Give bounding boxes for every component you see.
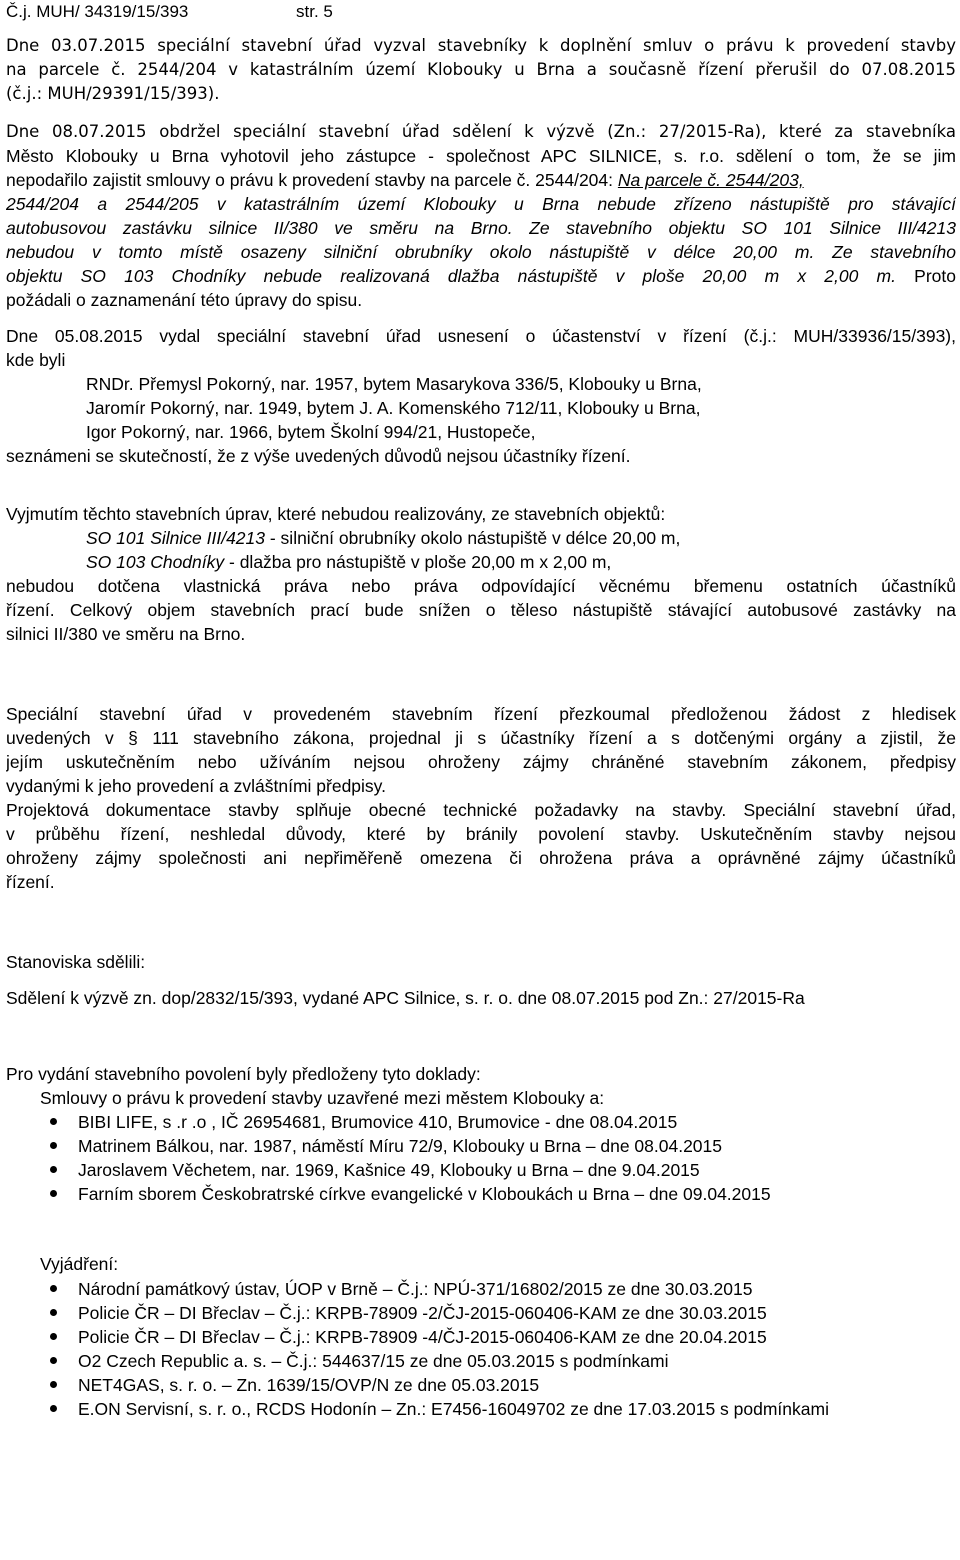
p3-line-2: kde byli — [6, 350, 66, 370]
page-number: str. 5 — [296, 2, 333, 21]
vyjadreni-item: Policie ČR – DI Břeclav – Č.j.: KRPB-78909 -4/ČJ-2015-060406-KAM ze dne 20.04.2015 — [78, 1327, 767, 1347]
stanoviska-line: Sdělení k výzvě zn. dop/2832/15/393, vydané APC Silnice, s. r. o. dne 08.07.2015 pod Zn.: 27/2015-Ra — [6, 988, 805, 1008]
parcel-note: Na parcele č. 2544/203, — [617, 170, 804, 190]
p4-line-4: silnici II/380 ve směru na Brno. — [6, 624, 246, 644]
p2-line-6: nebudou v tomto místě osazeny silniční obrubníky okolo nástupiště v délce 20,00 m. Ze stavebního — [6, 242, 956, 262]
person-2: Jaromír Pokorný, nar. 1949, bytem J. A. Komenského 712/11, Klobouky u Brna, — [86, 398, 701, 418]
bullet-icon — [50, 1190, 57, 1197]
vyjadreni-item: NET4GAS, s. r. o. – Zn. 1639/15/OVP/N ze dne 05.03.2015 — [78, 1375, 540, 1395]
p6-line-2: v průběhu řízení, neshledal důvody, které by bránily povolení stavby. Uskutečněním stavby nejsou — [6, 824, 956, 844]
doklad-item: BIBI LIFE, s .r .o , IČ 26954681, Brumovice 410, Brumovice - dne 08.04.2015 — [78, 1112, 678, 1132]
vyjadreni-title: Vyjádření: — [40, 1254, 119, 1274]
vyjadreni-item: E.ON Servisní, s. r. o., RCDS Hodonín – Zn.: E7456-16049702 ze dne 17.03.2015 s podmínkami — [78, 1399, 829, 1419]
p2-line-4: 2544/204 a 2544/205 v katastrálním území Klobouky u Brna nebude zřízeno nástupiště pro stávající — [6, 194, 956, 214]
person-3: Igor Pokorný, nar. 1966, bytem Školní 994/21, Hustopeče, — [86, 422, 536, 442]
p5-line-4: vydanými k jeho provedení a zvláštními předpisy. — [6, 776, 386, 796]
vyjadreni-item: O2 Czech Republic a. s. – Č.j.: 544637/15 ze dne 05.03.2015 s podmínkami — [78, 1351, 669, 1371]
bullet-icon — [50, 1309, 57, 1316]
bullet-icon — [50, 1333, 57, 1340]
vyjadreni-item: Národní památkový ústav, ÚOP v Brně – Č.j.: NPÚ-371/16802/2015 ze dne 30.03.2015 — [78, 1279, 753, 1299]
p4-line-2: nebudou dotčena vlastnická práva nebo práva odpovídající věcnému břemenu ostatních účastníků — [6, 576, 956, 596]
bullet-icon — [50, 1166, 57, 1173]
p2-line-1: Dne 08.07.2015 obdržel speciální stavební úřad sdělení k výzvě (Zn.: 27/2015-Ra), které za stavebníka — [6, 122, 956, 141]
p2-line-5: autobusovou zastávku silnice II/380 ve směru na Brno. Ze stavebního objektu SO 101 Silnice III/4213 — [6, 218, 956, 238]
p6-line-3: ohroženy zájmy společnosti ani nepřiměřeně omezena či ohrožena práva a oprávněné zájmy účastníků — [6, 848, 956, 868]
p5-line-2: uvedených v § 111 stavebního zákona, projednal ji s účastníky řízení a s dotčenými orgány a zjistil, že — [6, 728, 956, 748]
bullet-icon — [50, 1405, 57, 1412]
p1-line-1: Dne 03.07.2015 speciální stavební úřad vyzval stavebníky k doplnění smluv o právu k provedení stavby — [6, 36, 956, 55]
bullet-icon — [50, 1285, 57, 1292]
doklad-item: Farním sborem Českobratrské církve evangelické v Kloboukách u Brna – dne 09.04.2015 — [78, 1184, 771, 1204]
stanoviska-title: Stanoviska sdělili: — [6, 952, 146, 972]
bullet-icon — [50, 1142, 57, 1149]
p4-line-1: Vyjmutím těchto stavebních úprav, které nebudou realizovány, ze stavebních objektů: — [6, 504, 666, 524]
p3-line-3: seznámeni se skutečností, že z výše uvedených důvodů nejsou účastníky řízení. — [6, 446, 631, 466]
doklady-title: Pro vydání stavebního povolení byly předloženy tyto doklady: — [6, 1064, 481, 1084]
p4-line-3: řízení. Celkový objem stavebních prací bude snížen o těleso nástupiště stávající autobusové zastávky na — [6, 600, 956, 620]
excluded-object-1: SO 101 Silnice III/4213 - silniční obrubníky okolo nástupiště v délce 20,00 m, — [86, 528, 681, 548]
p6-line-4: řízení. — [6, 872, 55, 892]
p5-line-1: Speciální stavební úřad v provedeném stavebním řízení přezkoumal předloženou žádost z hledisek — [6, 704, 956, 724]
p2-line-8: požádali o zaznamenání této úpravy do spisu. — [6, 290, 363, 310]
p2-line-3: nepodařilo zajistit smlouvy o právu k provedení stavby na parcele č. 2544/204: Na parcele č. 2544/203, — [6, 170, 804, 190]
bullet-icon — [50, 1357, 57, 1364]
doklady-subtitle: Smlouvy o právu k provedení stavby uzavřené mezi městem Klobouky a: — [40, 1088, 605, 1108]
p1-line-3: (č.j.: MUH/29391/15/393). — [6, 84, 220, 103]
document-reference: Č.j. MUH/ 34319/15/393 — [6, 2, 189, 21]
doklad-item: Jaroslavem Věchetem, nar. 1969, Kašnice 49, Klobouky u Brna – dne 9.04.2015 — [78, 1160, 700, 1180]
bullet-icon — [50, 1381, 57, 1388]
person-1: RNDr. Přemysl Pokorný, nar. 1957, bytem Masarykova 336/5, Klobouky u Brna, — [86, 374, 702, 394]
p3-line-1: Dne 05.08.2015 vydal speciální stavební úřad usnesení o účastenství v řízení (č.j.: MUH/33936/15/393), — [6, 326, 956, 346]
p2-line-2: Město Klobouky u Brna vyhotovil jeho zástupce - společnost APC SILNICE, s. r.o. sdělení o tom, že se jim — [6, 146, 956, 166]
bullet-icon — [50, 1118, 57, 1125]
p1-line-2: na parcele č. 2544/204 v katastrálním území Klobouky u Brna a současně řízení přerušil do 07.08.2015 — [6, 60, 956, 79]
excluded-object-2: SO 103 Chodníky - dlažba pro nástupiště v ploše 20,00 m x 2,00 m, — [86, 552, 612, 572]
p6-line-1: Projektová dokumentace stavby splňuje obecné technické požadavky na stavby. Speciální stavební úřad, — [6, 800, 956, 820]
p5-line-3: jejím uskutečněním nebo užíváním nejsou ohroženy zájmy chráněné stavebním zákonem, předpisy — [6, 752, 956, 772]
vyjadreni-item: Policie ČR – DI Břeclav – Č.j.: KRPB-78909 -2/ČJ-2015-060406-KAM ze dne 30.03.2015 — [78, 1303, 767, 1323]
p2-line-7: objektu SO 103 Chodníky nebude realizovaná dlažba nástupiště v ploše 20,00 m x 2,00 m. Proto — [6, 266, 956, 286]
doklad-item: Matrinem Bálkou, nar. 1987, náměstí Míru 72/9, Klobouky u Brna – dne 08.04.2015 — [78, 1136, 723, 1156]
